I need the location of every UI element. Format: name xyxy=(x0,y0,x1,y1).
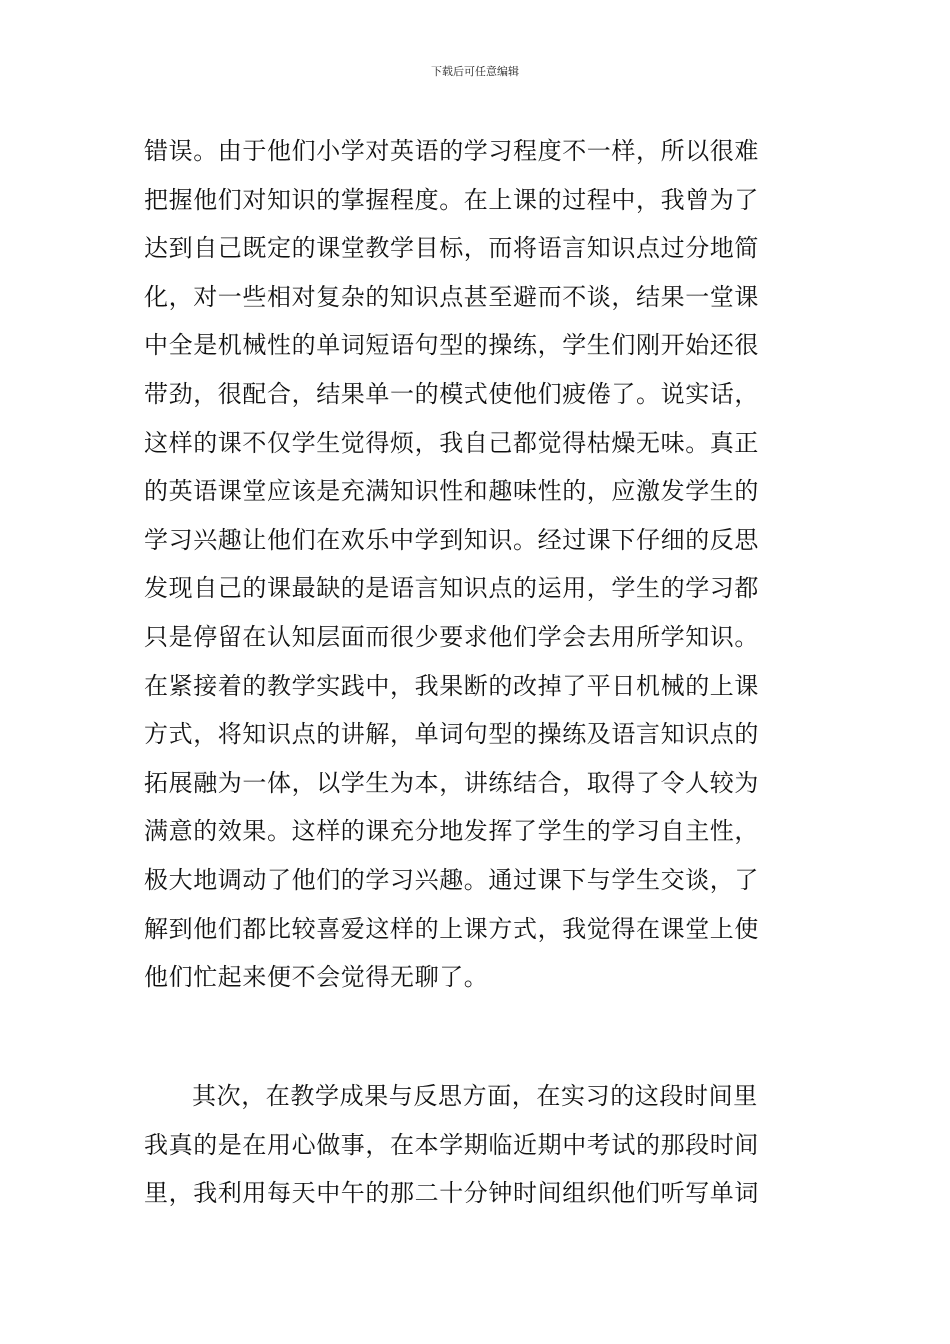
text-line: 错误。由于他们小学对英语的学习程度不一样，所以很难 xyxy=(144,137,759,165)
text-line: 方式，将知识点的讲解，单词句型的操练及语言知识点的 xyxy=(144,720,759,749)
text-line: 我真的是在用心做事，在本学期临近期中考试的那段时间 xyxy=(144,1130,759,1159)
text-line: 解到他们都比较喜爱这样的上课方式，我觉得在课堂上使 xyxy=(144,914,759,943)
text-line: 带劲，很配合，结果单一的模式使他们疲倦了。说实话， xyxy=(144,379,759,408)
text-line: 满意的效果。这样的课充分地发挥了学生的学习自主性， xyxy=(144,817,759,846)
text-line: 中全是机械性的单词短语句型的操练，学生们刚开始还很 xyxy=(144,331,759,360)
text-line: 的英语课堂应该是充满知识性和趣味性的，应激发学生的 xyxy=(144,477,759,506)
text-line: 只是停留在认知层面而很少要求他们学会去用所学知识。 xyxy=(144,622,759,651)
text-line: 里，我利用每天中午的那二十分钟时间组织他们听写单词 xyxy=(144,1179,759,1208)
text-line: 极大地调动了他们的学习兴趣。通过课下与学生交谈，了 xyxy=(144,865,759,894)
text-line-indented: 其次，在教学成果与反思方面，在实习的这段时间里 xyxy=(192,1082,758,1110)
text-line: 他们忙起来便不会觉得无聊了。 xyxy=(144,963,489,992)
text-line: 学习兴趣让他们在欢乐中学到知识。经过课下仔细的反思 xyxy=(144,525,759,554)
text-line: 达到自己既定的课堂教学目标，而将语言知识点过分地简 xyxy=(144,234,759,263)
text-line: 这样的课不仅学生觉得烦，我自己都觉得枯燥无味。真正 xyxy=(144,428,759,457)
text-line: 化，对一些相对复杂的知识点甚至避而不谈，结果一堂课 xyxy=(144,282,759,311)
text-line: 把握他们对知识的掌握程度。在上课的过程中，我曾为了 xyxy=(144,185,759,214)
text-line: 拓展融为一体，以学生为本，讲练结合，取得了令人较为 xyxy=(144,768,759,797)
paragraph-1 xyxy=(144,127,812,1002)
text-line: 发现自己的课最缺的是语言知识点的运用，学生的学习都 xyxy=(144,574,759,603)
paragraph-2 xyxy=(144,1072,812,1218)
page-header: 下载后可任意编辑 xyxy=(431,65,519,78)
text-line: 在紧接着的教学实践中，我果断的改掉了平日机械的上课 xyxy=(144,671,759,700)
